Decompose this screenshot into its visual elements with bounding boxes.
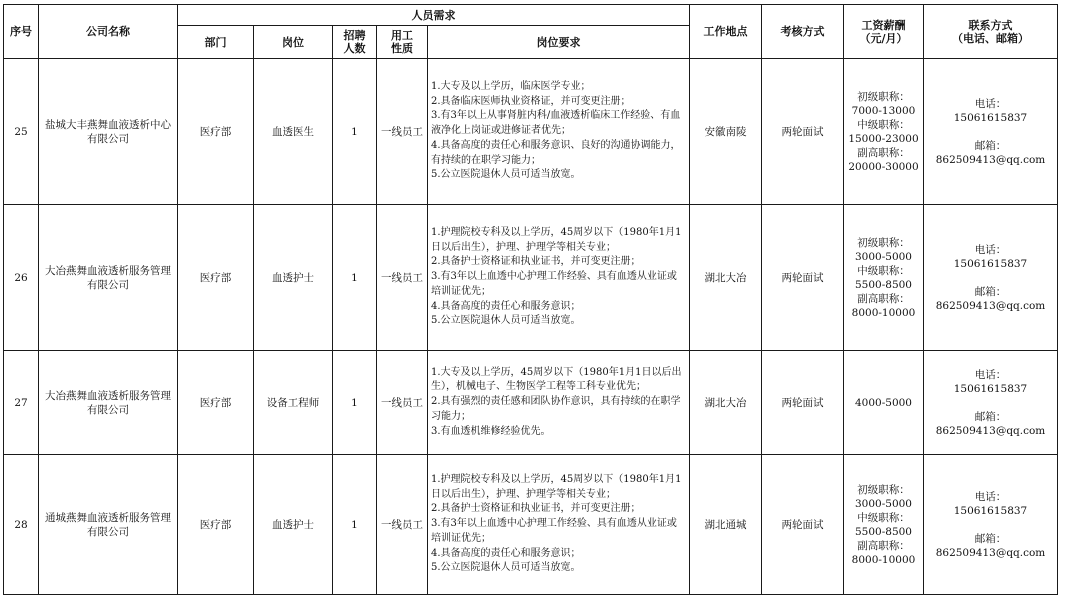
col-header-employment: 用工 性质 [377,26,428,59]
col-header-position: 岗位 [254,26,333,59]
cell-seq: 27 [4,351,39,455]
requirement-item: 1.护理院校专科及以上学历，45周岁以下（1980年1月1日以后出生），护理、护理学等相关专业； [431,474,682,500]
requirement-item: 1.护理院校专科及以上学历，45周岁以下（1980年1月1日以后出生），护理、护理学等相关专业； [431,227,682,253]
cell-company: 大冶燕舞血液透析服务管理有限公司 [39,205,178,351]
cell-company: 盐城大丰燕舞血液透析中心有限公司 [39,59,178,205]
requirement-item: 1.大专及以上学历，临床医学专业； [431,81,591,93]
cell-count: 1 [333,59,377,205]
cell-contact: 电话： 15061615837 邮箱： 862509413@qq.com [924,455,1058,595]
requirement-item: 3.有3年以上血透中心护理工作经验、具有血透从业证或培训证优先； [431,518,677,544]
table-row [4,351,1058,455]
cell-contact: 电话： 15061615837 邮箱： 862509413@qq.com [924,59,1058,205]
cell-location: 湖北大冶 [690,351,762,455]
requirement-item: 4.具备高度的责任心和服务意识； [431,547,581,559]
requirement-item: 5.公立医院退休人员可适当放宽。 [431,562,581,574]
cell-location: 湖北通城 [690,455,762,595]
requirement-item: 2.具备护士资格证和执业证书，并可变更注册； [431,503,641,515]
cell-position: 设备工程师 [254,351,333,455]
cell-salary: 初级职称： 3000-5000 中级职称： 5500-8500 副高职称： 8000-10000 [844,455,924,595]
cell-seq: 26 [4,205,39,351]
requirement-item: 5.公立医院退休人员可适当放宽。 [431,315,581,327]
cell-company: 通城燕舞血液透析服务管理有限公司 [39,455,178,595]
table-row [4,59,1058,205]
cell-position: 血透护士 [254,205,333,351]
col-header-assessment: 考核方式 [762,5,844,59]
cell-requirements [428,205,690,351]
col-header-salary: 工资薪酬 （元/月） [844,5,924,59]
requirement-item: 2.具备临床医师执业资格证，并可变更注册； [431,95,631,107]
requirement-item: 5.公立医院退休人员可适当放宽。 [431,169,581,181]
cell-contact: 电话： 15061615837 邮箱： 862509413@qq.com [924,205,1058,351]
requirement-item: 3.有3年以上血透中心护理工作经验、具有血透从业证或培训证优先； [431,271,677,297]
cell-count: 1 [333,455,377,595]
cell-count: 1 [333,205,377,351]
table-body [4,59,1058,595]
cell-location: 安徽南陵 [690,59,762,205]
requirement-item: 4.具备高度的责任心和服务意识； [431,300,581,312]
cell-location: 湖北大冶 [690,205,762,351]
cell-employment: 一线员工 [377,351,428,455]
col-header-demand-group: 人员需求 [178,5,690,26]
cell-assessment: 两轮面试 [762,59,844,205]
cell-salary: 4000-5000 [844,351,924,455]
requirement-item: 4.具备高度的责任心和服务意识、良好的沟通协调能力，有持续的在职学习能力； [431,139,681,166]
col-header-contact: 联系方式 （电话、邮箱） [924,5,1058,59]
cell-assessment: 两轮面试 [762,455,844,595]
cell-seq: 28 [4,455,39,595]
requirement-item: 1.大专及以上学历，45周岁以下（1980年1月1日以后出生），机械电子、生物医学工程等工科专业优先； [431,366,682,393]
col-header-location: 工作地点 [690,5,762,59]
cell-employment: 一线员工 [377,205,428,351]
col-header-requirements: 岗位要求 [428,26,690,59]
cell-requirements [428,59,690,205]
cell-salary: 初级职称： 7000-13000 中级职称： 15000-23000 副高职称： 20000-30000 [844,59,924,205]
table-row [4,205,1058,351]
cell-seq: 25 [4,59,39,205]
cell-employment: 一线员工 [377,59,428,205]
cell-position: 血透护士 [254,455,333,595]
requirement-item: 3.有血透机维修经验优先。 [431,425,551,437]
cell-company: 大冶燕舞血液透析服务管理有限公司 [39,351,178,455]
requirement-item: 3.有3年以上从事肾脏内科/血液透析临床工作经验、有血液净化上岗证或进修证者优先； [431,110,681,137]
cell-assessment: 两轮面试 [762,205,844,351]
cell-employment: 一线员工 [377,455,428,595]
col-header-count: 招聘 人数 [333,26,377,59]
col-header-company: 公司名称 [39,5,178,59]
cell-position: 血透医生 [254,59,333,205]
requirement-item: 2.具备护士资格证和执业证书，并可变更注册； [431,256,641,268]
cell-dept: 医疗部 [178,205,254,351]
requirement-item: 2.具有强烈的责任感和团队协作意识，具有持续的在职学习能力； [431,396,681,422]
cell-salary: 初级职称： 3000-5000 中级职称： 5500-8500 副高职称： 8000-10000 [844,205,924,351]
table-row [4,455,1058,595]
cell-requirements [428,351,690,455]
cell-dept: 医疗部 [178,59,254,205]
cell-requirements [428,455,690,595]
recruitment-table [3,4,1058,595]
cell-dept: 医疗部 [178,351,254,455]
cell-assessment: 两轮面试 [762,351,844,455]
col-header-dept: 部门 [178,26,254,59]
table-header [4,5,1058,59]
cell-dept: 医疗部 [178,455,254,595]
cell-count: 1 [333,351,377,455]
cell-contact: 电话： 15061615837 邮箱： 862509413@qq.com [924,351,1058,455]
col-header-seq: 序号 [4,5,39,59]
